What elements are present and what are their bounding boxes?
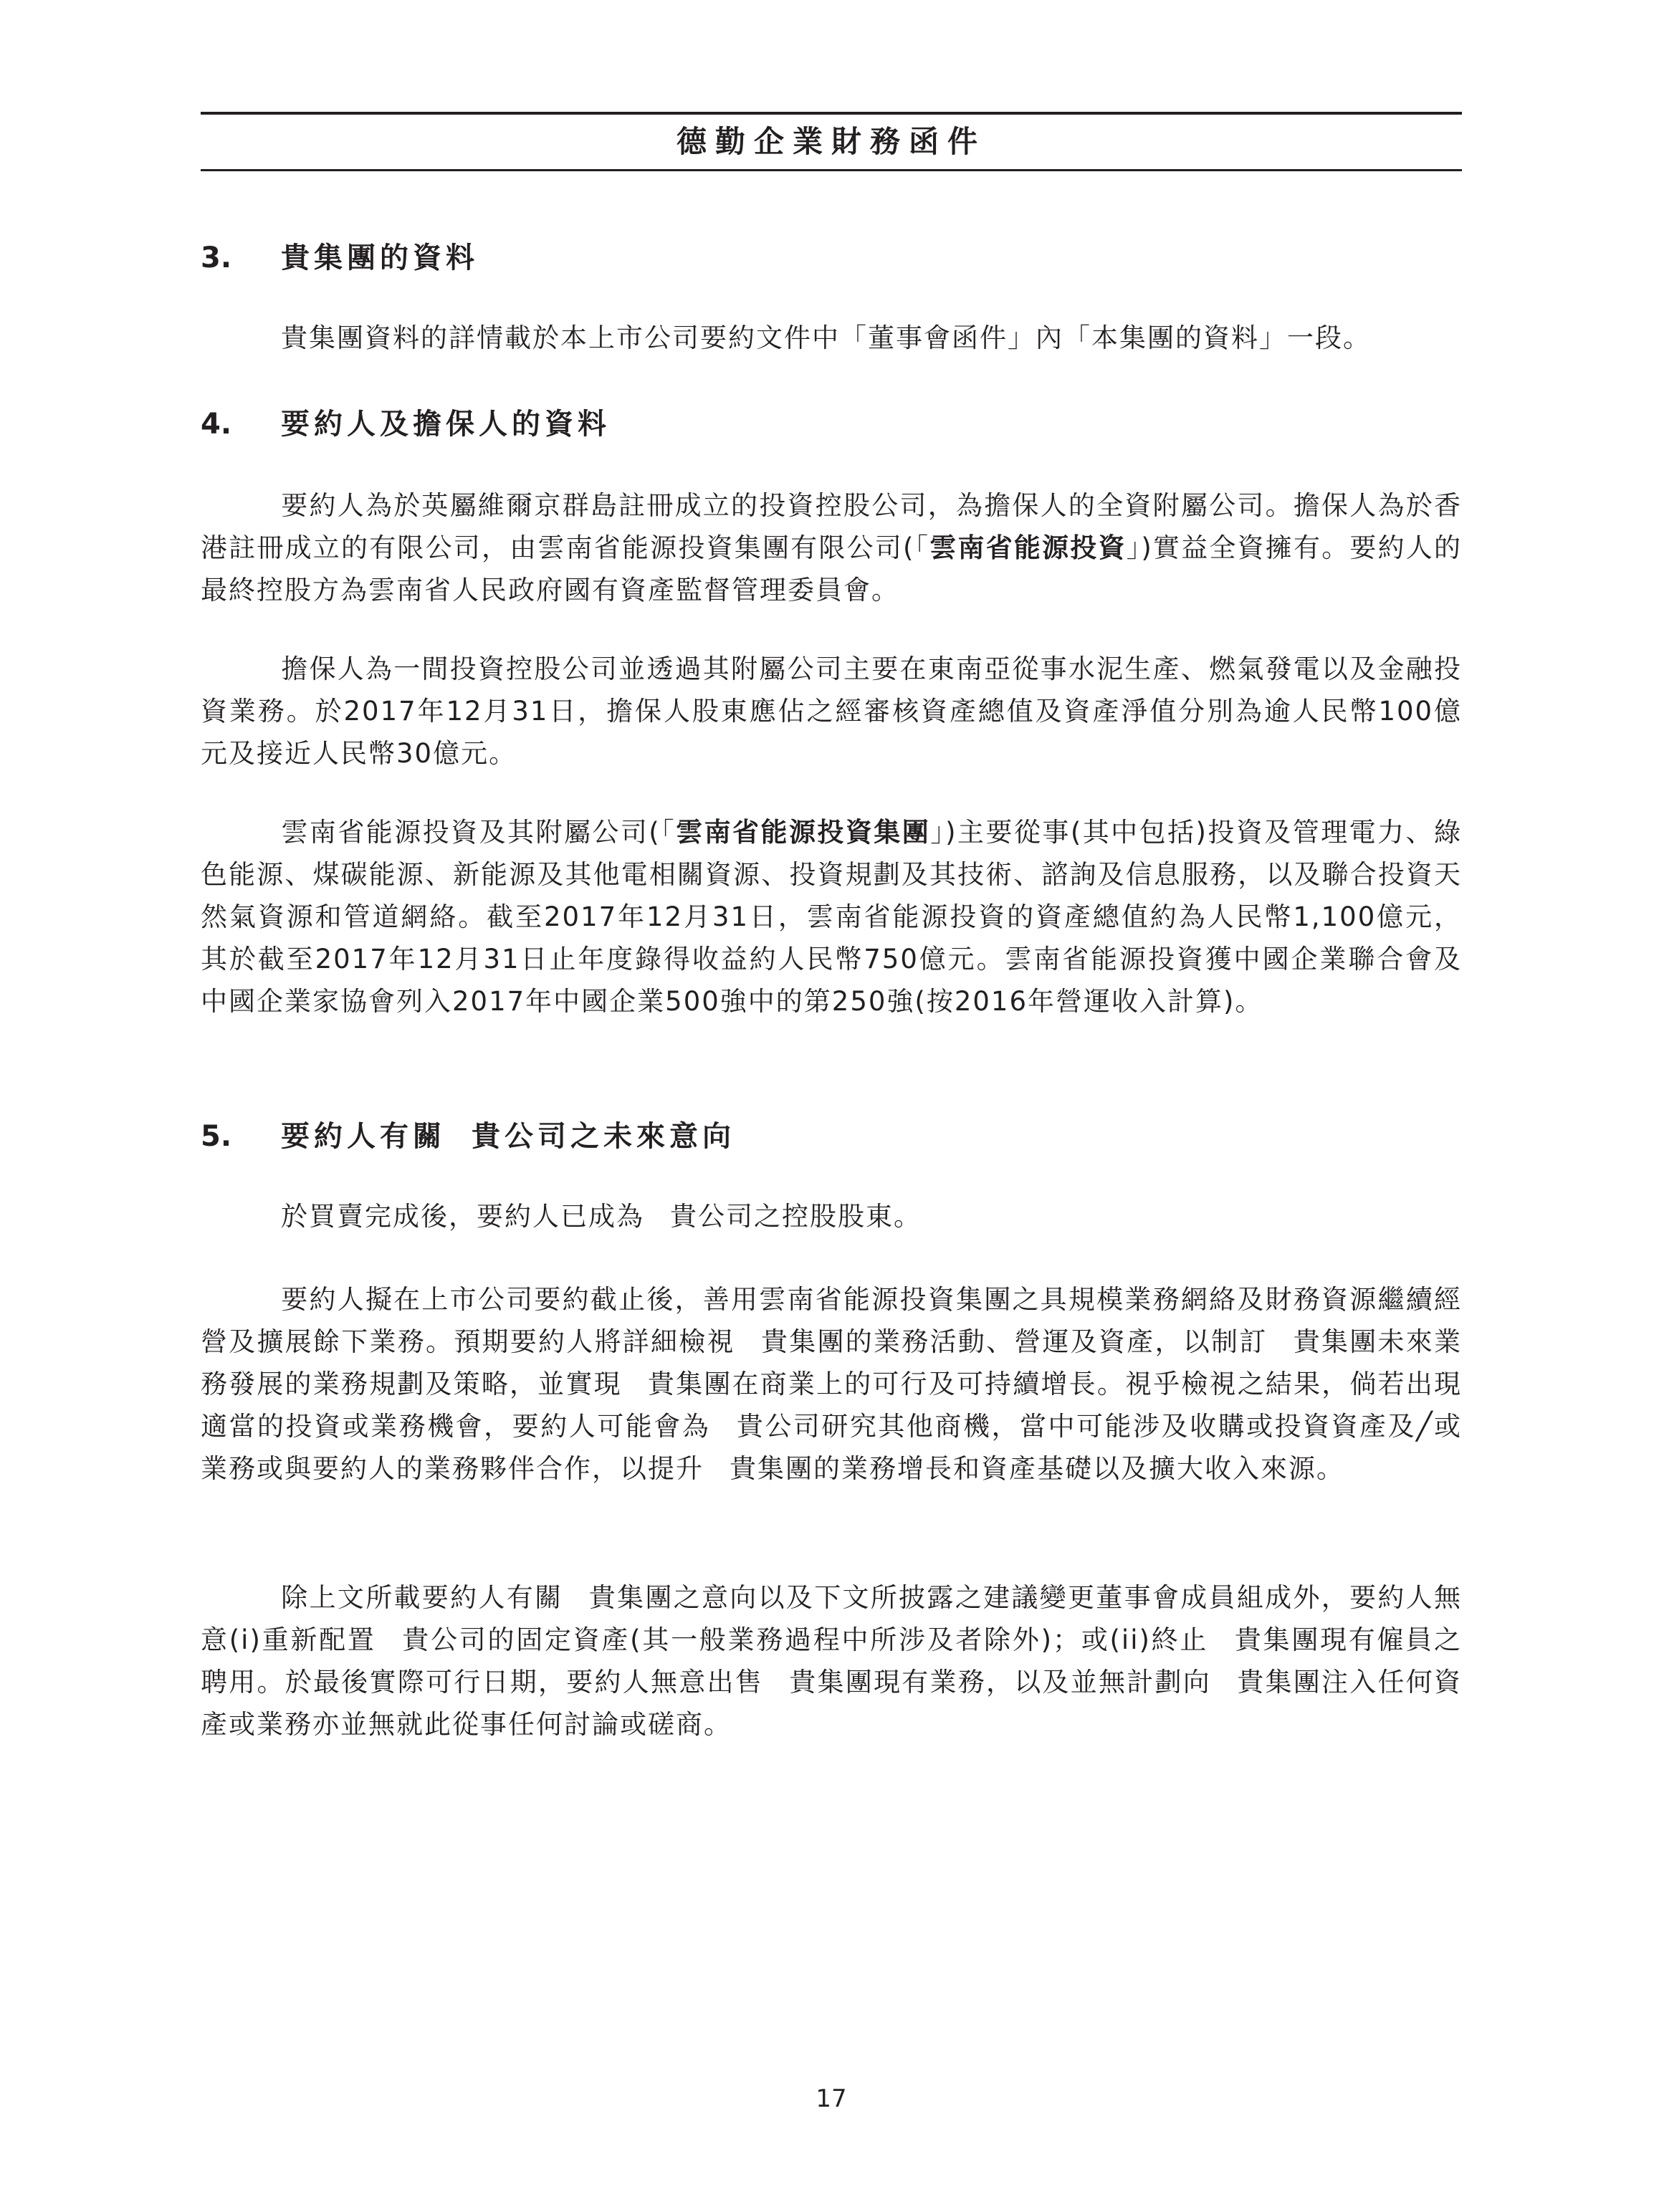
section-4-p1-text-a: 要約人為於英屬維爾京群島註冊成立的投資控股公司，為擔保人的全資附屬公司。擔保人為於香港註冊成立的有限公司，由雲南省能源投資集團有限公司(「 [201,490,1462,563]
section-4-paragraph-1 [201,484,1462,611]
section-4-heading [201,404,1462,444]
section-5-p1-text-a: 於買賣完成後，要約人已成為 [281,1201,644,1232]
section-5-title-b: 貴公司之未來意向 [472,1120,735,1153]
section-5-p2-text-b: 貴集團的業務活動、營運及資產，以制訂 [760,1326,1268,1357]
section-5-p2-text-d: 貴集團在商業上的可行及可持續增長。視乎檢視之結果，倘若出現適當的投資或業務機會，要約人可能會為 [201,1369,1463,1442]
defined-term-yunnan-energy-group: 雲南省能源投資集團 [676,817,931,848]
section-4-p3-text-b: 」)主要從事(其中包括)投資及管理電力、綠色能源、煤碳能源、新能源及其他電相關資源、投資規劃及其技術、諮詢及信息服務，以及聯合投資天然氣資源和管道網絡。截至2017年12月31日，雲南省能源投資的資產總值約為人民幣1,100億元，其於截至2017年12月31日止年度錄得收益約人民幣750億元。雲南省能源投資獲中國企業聯合會及中國企業家協會列入2017年中國企業500強中的第250強(按2016年營運收入計算)。 [201,817,1463,1017]
page-number: 17 [816,2084,847,2113]
section-5-title-a: 要約人有關 [281,1120,446,1153]
section-3-number: 3. [201,241,232,274]
section-5-paragraph-3 [201,1576,1462,1746]
section-3-title: 貴集團的資料 [281,241,479,274]
defined-term-yunnan-energy: 雲南省能源投資 [929,532,1127,563]
section-4-p2-text: 擔保人為一間投資控股公司並透過其附屬公司主要在東南亞從事水泥生產、燃氣發電以及金融投資業務。於2017年12月31日，擔保人股東應佔之經審核資產總值及資產淨值分別為逾人民幣100億元及接近人民幣30億元。 [201,653,1462,769]
section-3-paragraph-1-text: 貴集團資料的詳情載於本上市公司要約文件中「董事會函件」內「本集團的資料」一段。 [281,322,1371,353]
section-5-p2-text-a: 要約人擬在上市公司要約截止後，善用雲南省能源投資集團之具規模業務網絡及財務資源繼續經營及擴展餘下業務。預期要約人將詳細檢視 [201,1284,1462,1357]
section-3-heading [201,238,1462,278]
section-4-p1-text-b: 」)實益全資擁有。要約人的最終控股方為雲南省人民政府國有資產監督管理委員會。 [201,532,1463,605]
section-5-p2-text-c: 貴集團未來業務發展的業務規劃及策略，並實現 [201,1326,1462,1399]
section-5-p1-text-b: 貴公司之控股股東。 [670,1201,922,1232]
section-4-paragraph-3 [201,811,1462,1023]
section-5-p3-text-b: 貴集團之意向以及下文所披露之建議變更董事會成員組成外，要約人無意(i)重新配置 [201,1582,1462,1655]
header-top-rule [201,112,1462,115]
section-5-paragraph-1 [201,1195,1462,1237]
section-5-p3-text-f: 貴集團注入任何資產或業務亦並無就此從事任何討論或磋商。 [201,1667,1462,1740]
section-4-p3-text-a: 雲南省能源投資及其附屬公司(「 [281,817,676,848]
section-5-p2-text-f: 貴集團的業務增長和資產基礎以及擴大收入來源。 [730,1453,1344,1484]
section-5-number: 5. [201,1120,232,1153]
letterhead-title: 德勤企業財務函件 [676,124,986,159]
section-5-p2-text-e: 貴公司研究其他商機，當中可能涉及收購或投資資產及╱或業務或與要約人的業務夥伴合作，以提升 [201,1411,1462,1484]
section-5-p3-text-a: 除上文所載要約人有關 [281,1582,563,1613]
section-5-p3-text-e: 貴集團現有業務，以及並無計劃向 [789,1667,1211,1698]
section-5-heading [201,1116,1462,1157]
header-bottom-rule [201,169,1462,171]
section-4-number: 4. [201,408,232,441]
section-5-p3-text-d: 貴集團現有僱員之聘用。於最後實際可行日期，要約人無意出售 [201,1624,1463,1698]
section-5-p3-text-c: 貴公司的固定資產(其一般業務過程中所涉及者除外)；或(ii)終止 [401,1624,1209,1655]
section-4-title: 要約人及擔保人的資料 [281,408,611,441]
section-4-paragraph-2 [201,648,1462,775]
section-3-paragraph-1 [201,317,1462,359]
section-5-paragraph-2 [201,1278,1462,1490]
